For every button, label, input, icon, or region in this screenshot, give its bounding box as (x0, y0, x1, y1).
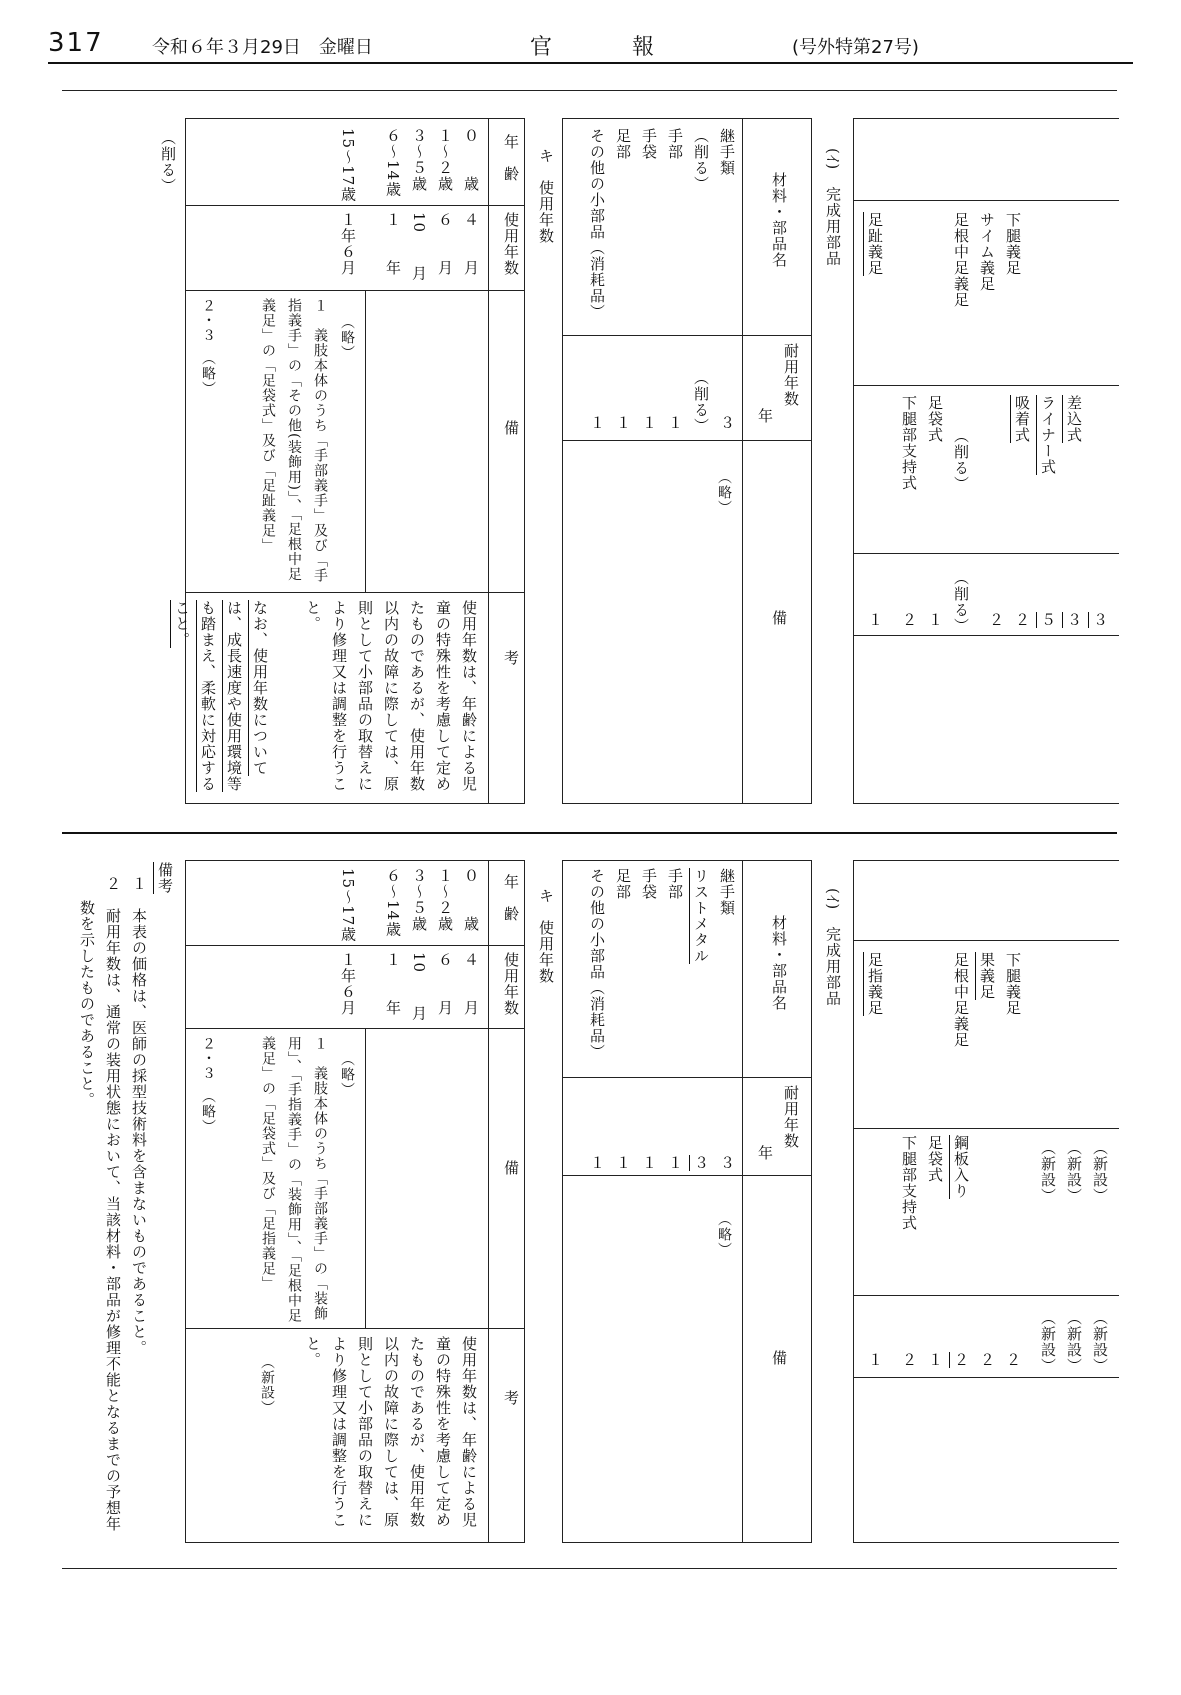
old-year-8: ２ (900, 612, 918, 628)
new-year-8: ２ (900, 1352, 918, 1368)
new-age-header: 年 齢 (502, 874, 520, 922)
old-lifetime-2: （削る） (692, 370, 710, 434)
publication-title-2: 報 (632, 35, 655, 60)
old-material-6: その他の小部品（消耗品） (588, 128, 606, 320)
old-years-2: ６ 月 (436, 212, 454, 276)
new-remarks-header-2: 備 (502, 1160, 520, 1176)
new-lifetime-5: １ (614, 1155, 632, 1171)
new-age-4: ６～14歳 (384, 868, 402, 938)
new-material-6: その他の小部品（消耗品） (588, 868, 606, 1060)
new-remarks-header-2b: 考 (502, 1390, 520, 1406)
footnote-2b: 数を示したものであること。 (78, 900, 96, 1108)
old-age-header: 年 齢 (502, 134, 520, 182)
old-material-5: 足部 (614, 128, 632, 160)
old-age-3: ３～５歳 (410, 128, 428, 192)
old-lifetime-5: １ (614, 415, 632, 431)
new-part-toe: 足指義足 (866, 952, 884, 1016)
new-year-1: （新設） (1091, 1310, 1109, 1374)
new-note-1: １ 義肢本体のうち「手部義手」の「装飾用」、「手指義手」の「装飾用」、「足根中足義足」の「足袋式」及び「足指義足」 (260, 1036, 328, 1323)
new-material-2: リストメタル (692, 868, 710, 964)
old-year-1: ３ (1091, 612, 1109, 628)
old-material-1: 継手類 (718, 128, 736, 176)
new-year-5: ２ (978, 1352, 996, 1368)
new-year-2: （新設） (1065, 1310, 1083, 1374)
new-lifetime-4: １ (640, 1155, 658, 1171)
new-material-3: 手部 (666, 868, 684, 900)
old-part-syme: サイム義足 (978, 212, 996, 292)
footnote-1: １ 本表の価格は、医師の採型技術料を含まないものであること。 (130, 876, 148, 1356)
new-age-3: ３～５歳 (410, 868, 428, 932)
old-remarks-header: 備 (770, 610, 788, 626)
new-type-new-3: （新設） (1039, 1140, 1057, 1204)
new-year-6: ２ (952, 1352, 970, 1368)
old-years-4: １ 年 (384, 212, 402, 276)
old-years-5: １年６月 (339, 212, 357, 276)
new-years-3: 10 月 (410, 952, 428, 1022)
old-age-5: 15～17歳 (339, 128, 357, 203)
new-years-header: 使用年数 (502, 952, 520, 1016)
new-year-3: （新設） (1039, 1310, 1057, 1374)
old-lifetime-1: ３ (718, 415, 736, 431)
new-material-1: 継手類 (718, 868, 736, 916)
old-material-4: 手袋 (640, 128, 658, 160)
new-age-5: 15～17歳 (339, 868, 357, 943)
old-remarks-header-2: 備 (502, 420, 520, 436)
old-lifetime-unit: 年 (756, 408, 774, 424)
new-type-new-2: （新設） (1065, 1140, 1083, 1204)
old-materials-header: 材料・部品名 (770, 172, 788, 268)
new-lifetime-header: 耐用年数 (782, 1085, 800, 1149)
old-year-9: １ (866, 612, 884, 628)
new-part-tarsometatarsal: 足根中足義足 (952, 952, 970, 1048)
old-usage-remark-extra: なお、使用年数については、成長速度や使用環境等も踏まえ、柔軟に対応すること。 (173, 600, 269, 792)
new-usage-remark: 使用年数は、年齢による児童の特殊性を考慮して定めたものであるが、使用年数以内の故障に際しては、原則として小部品の取替えにより修理又は調整を行うこと。 (304, 1336, 478, 1528)
old-years-3: 10 月 (410, 212, 428, 282)
new-year-9: １ (866, 1352, 884, 1368)
old-completion-heading: (ｲ) 完成用部品 (824, 148, 842, 267)
new-type-lower-leg-support: 下腿部支持式 (900, 1135, 918, 1231)
new-years-1: ４ 月 (462, 952, 480, 1016)
new-lifetime-unit: 年 (756, 1145, 774, 1161)
new-material-4: 手袋 (640, 868, 658, 900)
footnote-2a: ２ 耐用年数は、通常の装用状態において、当該材料・部品が修理不能となるまでの予想年 (104, 876, 122, 1532)
page-number: 317 (48, 28, 104, 58)
new-remarks-omitted: （略） (716, 1212, 732, 1257)
old-lifetime-6: １ (588, 415, 606, 431)
old-part-lower-leg: 下腿義足 (1004, 212, 1022, 276)
old-years-header: 使用年数 (502, 212, 520, 276)
old-material-2: （削る） (692, 128, 710, 192)
new-materials-header: 材料・部品名 (770, 915, 788, 1011)
old-part-toe: 足趾義足 (866, 212, 884, 276)
old-years-1: ４ 月 (462, 212, 480, 276)
new-material-5: 足部 (614, 868, 632, 900)
old-age-1: ０ 歳 (462, 128, 480, 192)
header-rule (48, 62, 1133, 64)
new-usage-heading: キ 使用年数 (537, 888, 555, 984)
old-remarks-header-2b: 考 (502, 650, 520, 666)
new-lifetime-6: １ (588, 1155, 606, 1171)
old-note-23: ２・３ （略） (200, 298, 216, 396)
old-note-1: １ 義肢本体のうち「手部義手」及び「手指義手」の「その他(装飾用)」、「足根中足義足」の「足袋式」及び「足趾義足」 (260, 298, 328, 583)
new-part-ankle: 果義足 (978, 952, 996, 1000)
old-year-4: ２ (1013, 612, 1031, 628)
old-type-suction: 吸着式 (1013, 395, 1031, 443)
old-age-4: ６～14歳 (384, 128, 402, 198)
old-lifetime-header: 耐用年数 (782, 343, 800, 407)
old-type-insert: 差込式 (1065, 395, 1083, 443)
new-year-7: １ (926, 1352, 944, 1368)
old-usage-remark: 使用年数は、年齢による児童の特殊性を考慮して定めたものであるが、使用年数以内の故障に際しては、原則として小部品の取替えにより修理又は調整を行うこと。 (304, 600, 478, 792)
old-type-deleted: （削る） (952, 428, 970, 492)
old-deleted-mark: （削る） (159, 130, 177, 194)
old-material-3: 手部 (666, 128, 684, 160)
old-year-7: １ (926, 612, 944, 628)
new-years-4: １ 年 (384, 952, 402, 1016)
new-years-2: ６ 月 (436, 952, 454, 1016)
new-note-23: ２・３ （略） (200, 1036, 216, 1134)
bottom-rule (62, 1568, 1117, 1569)
new-part-lower-leg: 下腿義足 (1004, 952, 1022, 1016)
old-type-tabi: 足袋式 (926, 395, 944, 443)
new-note-omitted: （略） (339, 1052, 355, 1097)
middle-rule (62, 832, 1117, 834)
old-part-tarsometatarsal: 足根中足義足 (952, 212, 970, 308)
new-remarks-header: 備 (770, 1350, 788, 1366)
old-usage-heading: キ 使用年数 (537, 148, 555, 244)
new-type-tabi: 足袋式 (926, 1135, 944, 1183)
new-years-5: １年６月 (339, 952, 357, 1016)
new-lifetime-3: １ (666, 1155, 684, 1171)
new-lifetime-1: ３ (718, 1155, 736, 1171)
footnote-heading: 備考 (156, 862, 174, 894)
new-completion-heading: (ｲ) 完成用部品 (824, 888, 842, 1007)
top-rule (62, 90, 1117, 91)
old-type-liner: ライナー式 (1039, 395, 1057, 475)
old-year-6: （削る） (952, 570, 970, 634)
new-type-new-1: （新設） (1091, 1140, 1109, 1204)
old-type-lower-leg-support: 下腿部支持式 (900, 395, 918, 491)
old-lifetime-3: １ (666, 415, 684, 431)
old-note-omitted: （略） (339, 315, 355, 360)
old-remarks-omitted: （略） (716, 470, 732, 515)
new-year-4: ２ (1004, 1352, 1022, 1368)
new-lifetime-2: ３ (692, 1155, 710, 1171)
issue-date: 令和６年３月29日 金曜日 (152, 37, 373, 58)
issue-number: (号外特第27号) (792, 37, 919, 58)
old-age-2: １～２歳 (436, 128, 454, 192)
old-lifetime-4: １ (640, 415, 658, 431)
publication-title-1: 官 (530, 35, 553, 60)
old-year-3: ５ (1039, 612, 1057, 628)
old-year-5: ２ (987, 612, 1005, 628)
new-age-2: １～２歳 (436, 868, 454, 932)
new-age-1: ０ 歳 (462, 868, 480, 932)
new-new-remark: （新設） (259, 1355, 275, 1415)
old-year-2: ３ (1065, 612, 1083, 628)
new-type-steel-plate: 鋼板入り (952, 1135, 970, 1199)
